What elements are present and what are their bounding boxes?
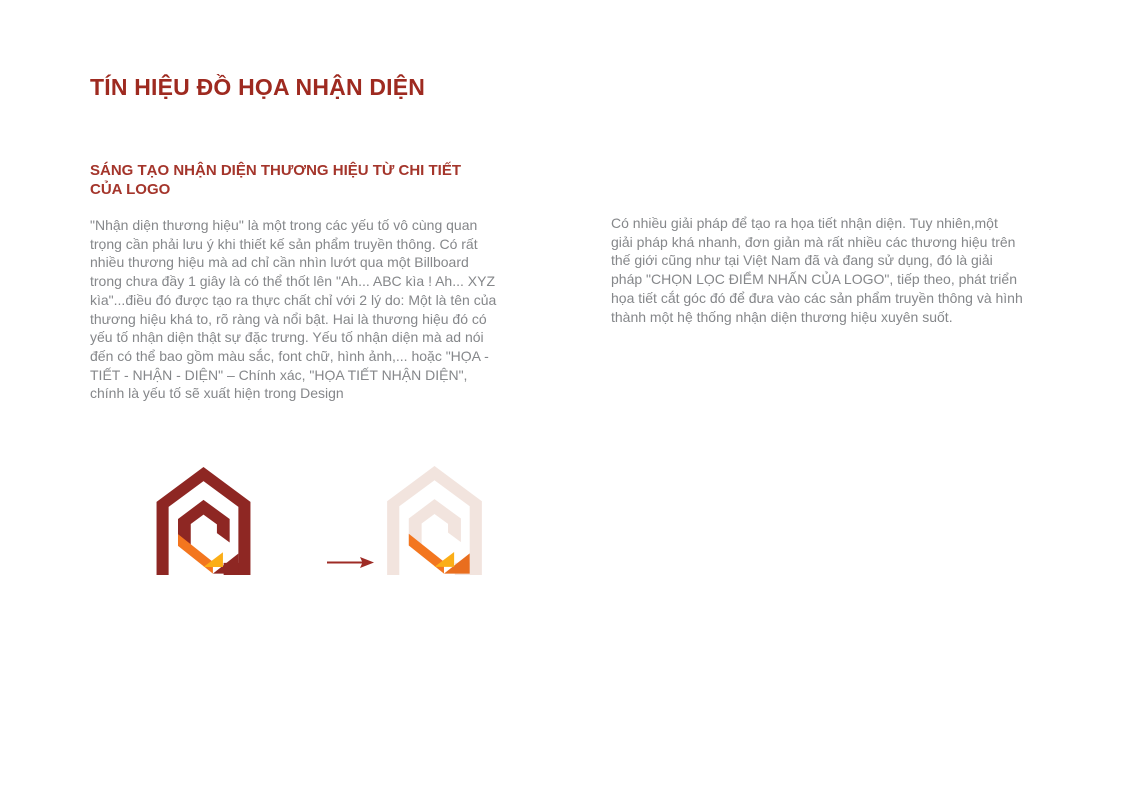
page-title: TÍN HIỆU ĐỒ HỌA NHẬN DIỆN — [90, 74, 426, 100]
brand-logo-muted-icon — [386, 466, 483, 576]
body-paragraph-right: Có nhiều giải pháp để tạo ra họa tiết nhận diện. Tuy nhiên,một giải pháp khá nhanh, đơn giản mà rất nhiều các thương hiệu trên thế giới cũng như tại Việt Nam đã và đang sử dụng, đó là giải pháp "CHỌN LỌC ĐIỂM NHẤN CỦA LOGO", tiếp theo, phát triển họa tiết cắt góc đó để đưa vào các sản phẩm truyền thông và hình thành một hệ thống nhận diện thương hiệu xuyên suốt. — [611, 215, 1023, 325]
transform-arrow-icon — [327, 555, 374, 570]
logo-chevron-arm — [178, 534, 213, 574]
logo-yellow-triangle — [204, 552, 223, 567]
logo-chevron-arm-accent — [409, 534, 444, 574]
logo-bottom-band-accent — [444, 553, 470, 573]
body-paragraph-left: "Nhận diện thương hiệu" là một trong các yếu tố vô cùng quan trọng cần phải lưu ý khi thiết kế sản phẩm truyền thông. Có rất nhiều thương hiệu mà ad chỉ cần nhìn lướt qua một Billboard trong chưa đầy 1 giây là có thể thốt lên "Ah... ABC kìa ! Ah... XYZ kìa"...điều đó được tạo ra thực chất chỉ với 2 lý do: Một là tên của thương hiệu khá to, rõ ràng và nổi bật. Hai là thương hiệu đó có yếu tố nhận diện thật sự đặc trưng. Yếu tố nhận diện mà ad nói đến có thể bao gồm màu sắc, font chữ, hình ảnh,... hoặc "HỌA - TIẾT - NHẬN - DIỆN" – Chính xác, "HỌA TIẾT NHẬN DIỆN", chính là yếu tố sẽ xuất hiện trong Design — [90, 217, 497, 402]
logo-inner-c — [178, 500, 230, 555]
logo-inner-c-muted — [409, 499, 461, 555]
section-heading: SÁNG TẠO NHẬN DIỆN THƯƠNG HIỆU TỪ CHI TIẾT CỦA LOGO — [90, 162, 462, 198]
brand-logo-original-icon — [156, 467, 251, 576]
logo-bottom-band — [213, 554, 238, 574]
logo-yellow-triangle-accent — [435, 552, 455, 567]
logo-house-frame-muted — [387, 466, 482, 575]
logo-house-frame — [157, 467, 251, 575]
